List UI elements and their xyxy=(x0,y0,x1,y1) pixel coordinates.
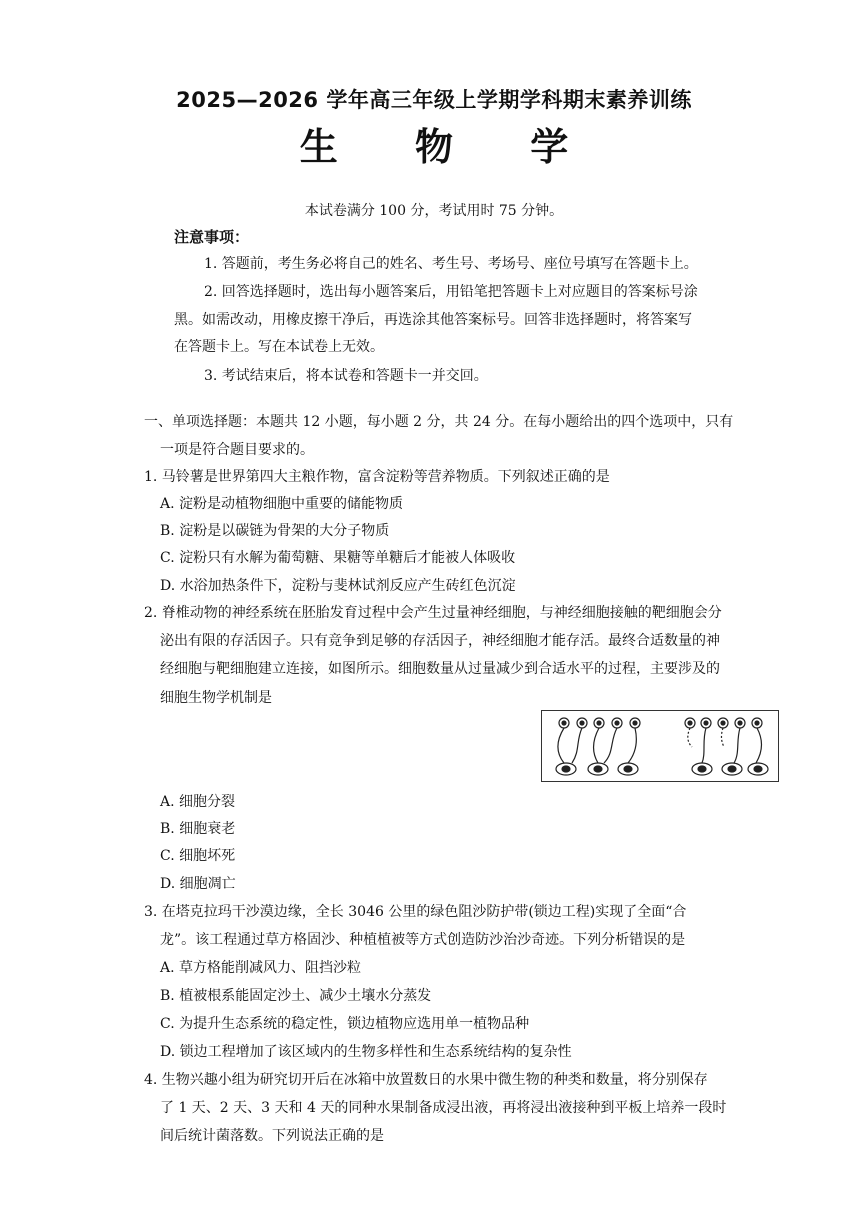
q1-stem: 1. 马铃薯是世界第四大主粮作物，富含淀粉等营养物质。下列叙述正确的是 xyxy=(144,469,610,485)
q4-stem-line-1: 4. 生物兴趣小组为研究切开后在冰箱中放置数日的水果中微生物的种类和数量，将分别保存 xyxy=(144,1072,708,1088)
q2-stem-line-2: 泌出有限的存活因子。只有竞争到足够的存活因子，神经细胞才能存活。最终合适数量的神 xyxy=(160,633,720,649)
q2-stem-line-1: 2. 脊椎动物的神经系统在胚胎发育过程中会产生过量神经细胞，与神经细胞接触的靶细胞会分 xyxy=(144,605,722,621)
q2-option-c: C. 细胞坏死 xyxy=(160,848,236,864)
q4-stem-line-3: 间后统计菌落数。下列说法正确的是 xyxy=(160,1128,384,1144)
q2-option-b: B. 细胞衰老 xyxy=(160,821,236,837)
q1-option-c: C. 淀粉只有水解为葡萄糖、果糖等单糖后才能被人体吸收 xyxy=(160,550,516,566)
q2-stem-line-3: 经细胞与靶细胞建立连接，如图所示。细胞数量从过量减少到合适水平的过程，主要涉及的 xyxy=(160,661,720,677)
q2-option-d: D. 细胞凋亡 xyxy=(160,876,236,892)
notice-title: 注意事项： xyxy=(174,228,250,246)
notice-item-1: 1. 答题前，考生务必将自己的姓名、考生号、考场号、座位号填写在答题卡上。 xyxy=(204,256,698,272)
q3-stem-line-2: 龙”。该工程通过草方格固沙、种植植被等方式创造防沙治沙奇迹。下列分析错误的是 xyxy=(160,932,686,948)
q3-stem-line-1: 3. 在塔克拉玛干沙漠边缘，全长 3046 公里的绿色阻沙防护带(锁边工程)实现了全面“合 xyxy=(144,904,687,920)
neuron-diagram xyxy=(541,710,779,782)
neuron-diagram-illustration xyxy=(542,711,778,781)
q1-option-b: B. 淀粉是以碳链为骨架的大分子物质 xyxy=(160,523,390,539)
right-neuron-group xyxy=(685,718,768,775)
notice-item-2-line-2: 黑。如需改动，用橡皮擦干净后，再选涂其他答案标号。回答非选择题时，将答案写 xyxy=(174,312,692,328)
section-heading-line-1: 一、单项选择题：本题共 12 小题，每小题 2 分，共 24 分。在每小题给出的四个选项中，只有 xyxy=(144,414,734,430)
q3-option-c: C. 为提升生态系统的稳定性，锁边植物应选用单一植物品种 xyxy=(160,1016,530,1032)
q2-stem-line-4: 细胞生物学机制是 xyxy=(160,690,272,706)
q1-option-a: A. 淀粉是动植物细胞中重要的储能物质 xyxy=(160,496,404,512)
q4-stem-line-2: 了 1 天、2 天、3 天和 4 天的同种水果制备成浸出液，再将浸出液接种到平板上培养一段时 xyxy=(160,1100,727,1116)
notice-item-2-line-1: 2. 回答选择题时，选出每小题答案后，用铅笔把答题卡上对应题目的答案标号涂 xyxy=(204,284,698,300)
notice-item-2-line-3: 在答题卡上。写在本试卷上无效。 xyxy=(174,339,384,355)
q1-option-d: D. 水浴加热条件下，淀粉与斐林试剂反应产生砖红色沉淀 xyxy=(160,578,516,594)
exam-title: 2025—2026 学年高三年级上学期学科期末素养训练 xyxy=(176,88,692,112)
q3-option-b: B. 植被根系能固定沙土、减少土壤水分蒸发 xyxy=(160,988,432,1004)
q3-option-a: A. 草方格能削减风力、阻挡沙粒 xyxy=(160,960,362,976)
left-neuron-group xyxy=(556,718,640,775)
subject-title: 生 物 学 xyxy=(299,125,601,169)
notice-item-3: 3. 考试结束后，将本试卷和答题卡一并交回。 xyxy=(204,368,488,384)
q2-option-a: A. 细胞分裂 xyxy=(160,794,236,810)
exam-info: 本试卷满分 100 分，考试用时 75 分钟。 xyxy=(304,203,564,219)
section-heading-line-2: 一项是符合题目要求的。 xyxy=(160,442,314,458)
q3-option-d: D. 锁边工程增加了该区域内的生物多样性和生态系统结构的复杂性 xyxy=(160,1044,572,1060)
